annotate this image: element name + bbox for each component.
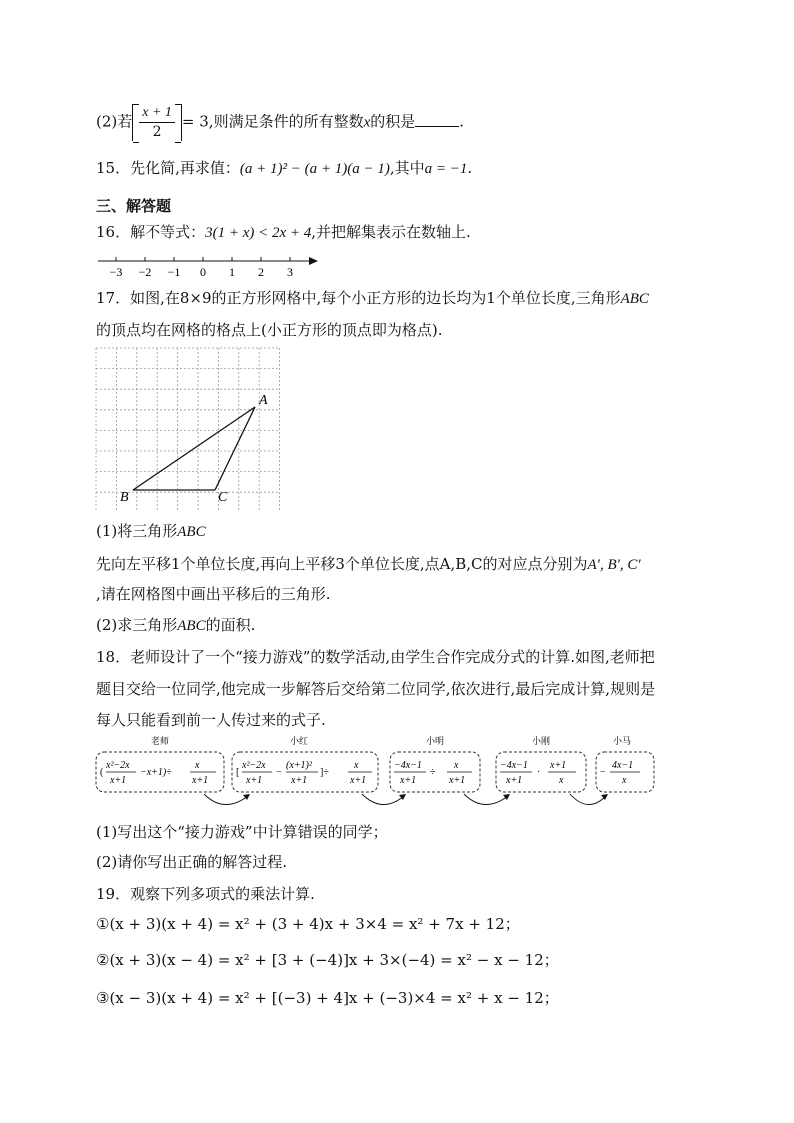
q16-expression: 3(1 + x) < 2x + 4: [205, 225, 312, 241]
number-line-tick-label: 2: [258, 265, 264, 279]
relay-name-xiaoma: 小马: [612, 737, 632, 747]
q17-part2-text: (2)求三角形: [96, 616, 178, 634]
vertex-label-b: B: [120, 490, 129, 505]
svg-text:−: −: [600, 767, 606, 778]
svg-text:−: −: [276, 767, 282, 778]
q18-line3: 每人只能看到前一人传过来的式子.: [96, 711, 326, 729]
svg-text:x+1: x+1: [550, 760, 567, 771]
q17-part1-text: (1)将三角形: [96, 522, 178, 540]
q14-var: x: [363, 114, 371, 131]
number-line-tick-label: 3: [287, 265, 293, 279]
svg-text:−x+1)÷: −x+1)÷: [140, 767, 172, 778]
number-line-tick-label: −1: [167, 265, 181, 279]
relay-arrow-1: [204, 794, 248, 805]
q14-suffix: = 3,则满足条件的所有整数: [181, 112, 364, 131]
q15: [96, 158, 472, 179]
svg-text:4x−1: 4x−1: [612, 760, 634, 771]
svg-text:x: x: [195, 760, 200, 771]
svg-text:x: x: [622, 775, 627, 786]
q18-line2: 题目交给一位同学,他完成一步解答后交给第二位同学,依次进行,最后完成计算,规则是: [96, 680, 656, 698]
number-line-arrow: [309, 257, 318, 265]
number-line: [96, 252, 326, 282]
q15-cond-prefix: ,其中: [389, 159, 425, 177]
q17-line2: 的顶点均在网格的格点上(小正方形的顶点即为格点).: [96, 321, 443, 339]
q19-item-3: ③(x − 3)(x + 4) = x² + [(−3) + 4]x + (−3)×4 = x² + x − 12；: [96, 989, 559, 1007]
side-ca: [215, 407, 255, 490]
svg-text:x+1: x+1: [506, 775, 523, 786]
grid-figure: [94, 346, 284, 512]
q17-text-1: 17．如图,在8×9的正方形网格中,每个小正方形的边长均为1个单位长度,三角形: [96, 289, 621, 307]
answer-blank[interactable]: [415, 112, 459, 127]
number-line-tick-label: −2: [138, 265, 152, 279]
q17-part1-title: [96, 521, 206, 542]
q14-suffix2: 的积是: [370, 112, 416, 131]
q17-part2-var: ABC: [177, 618, 206, 634]
floor-fraction: [132, 104, 182, 141]
relay-arrow-3: [464, 794, 508, 805]
relay-expr-xiaogang: [500, 760, 576, 786]
q17-part2: [96, 615, 255, 636]
q17-part1-text-2: 先向左平移1个单位长度,再向上平移3个单位长度,点A,B,C的对应点分别为: [96, 555, 588, 573]
svg-text:x: x: [559, 775, 564, 786]
q19-item-1: ①(x + 3)(x + 4) = x² + (3 + 4)x + 3×4 = x² + 7x + 12；: [96, 915, 520, 933]
relay-expr-xiaoming: [394, 760, 472, 786]
svg-text:x+1: x+1: [449, 775, 466, 786]
q16: [96, 222, 471, 243]
number-line-tick-label: 0: [200, 265, 206, 279]
number-line-tick-label: −3: [109, 265, 123, 279]
svg-text:[: [: [236, 767, 240, 778]
relay-name-xiaogang: 小刚: [531, 737, 551, 747]
relay-name-xiaohong: 小红: [289, 737, 309, 747]
svg-text:x+1: x+1: [246, 775, 263, 786]
fraction-denominator: 2: [152, 124, 162, 140]
svg-text:−4x−1: −4x−1: [500, 760, 528, 771]
svg-text:x+1: x+1: [400, 775, 417, 786]
svg-text:x+1: x+1: [291, 775, 308, 786]
q17-part1-line3: ,请在网格图中画出平移后的三角形.: [96, 585, 331, 603]
svg-text:x²−2x: x²−2x: [106, 760, 130, 771]
q14-part2: [96, 104, 464, 141]
relay-expr-teacher: [100, 760, 216, 786]
svg-text:x: x: [354, 760, 359, 771]
q14-end: .: [459, 112, 465, 131]
vertex-label-a: A: [259, 393, 268, 408]
q19-title: 19．观察下列多项式的乘法计算.: [96, 885, 315, 903]
svg-text:]÷: ]÷: [320, 767, 329, 778]
section-heading: 三、解答题: [96, 197, 172, 215]
vertex-label-c: C: [218, 490, 228, 505]
q17-var-1: ABC: [620, 291, 649, 307]
q17-primes: A′, B′, C′: [587, 557, 641, 573]
side-ba: [133, 407, 255, 490]
relay-arrow-4: [570, 794, 606, 805]
relay-expr-xiaoma: [600, 760, 640, 786]
q17-part1-var: ABC: [177, 524, 206, 540]
svg-text:x: x: [454, 760, 459, 771]
fraction-numerator: x + 1: [139, 104, 175, 123]
q17-line1: [96, 288, 649, 309]
svg-text:·: ·: [537, 767, 541, 778]
svg-text:(: (: [100, 767, 104, 778]
q15-end: .: [467, 159, 473, 177]
relay-arrow-2: [362, 794, 404, 805]
svg-text:x+1: x+1: [350, 775, 367, 786]
svg-text:(x+1)²: (x+1)²: [286, 760, 312, 771]
q18-part1: (1)写出这个“接力游戏”中计算错误的同学；: [96, 823, 388, 841]
relay-diagram: [92, 732, 662, 814]
q15-text: 15．先化简,再求值：: [96, 159, 240, 177]
q14-prefix: (2)若: [96, 112, 133, 131]
q18-line1: 18．老师设计了一个“接力游戏”的数学活动,由学生合作完成分式的计算.如图,老师把: [96, 648, 655, 666]
svg-text:−4x−1: −4x−1: [394, 760, 422, 771]
svg-text:x+1: x+1: [192, 775, 209, 786]
q16-tail: ,并把解集表示在数轴上.: [311, 223, 471, 241]
relay-name-teacher: 老师: [150, 737, 170, 747]
svg-text:÷: ÷: [430, 767, 436, 778]
q15-condition: a = −1: [424, 161, 468, 177]
q16-text: 16．解不等式：: [96, 223, 206, 241]
q15-expression: (a + 1)² − (a + 1)(a − 1): [239, 161, 390, 177]
svg-text:x²−2x: x²−2x: [242, 760, 266, 771]
q18-part2: (2)请你写出正确的解答过程.: [96, 853, 288, 871]
q17-part1-line2: [96, 554, 641, 575]
svg-text:x+1: x+1: [110, 775, 127, 786]
q17-part2-tail: 的面积.: [205, 616, 256, 634]
q19-item-2: ②(x + 3)(x − 4) = x² + [3 + (−4)]x + 3×(−4) = x² − x − 12；: [96, 951, 559, 969]
relay-expr-xiaohong: [236, 760, 372, 786]
number-line-tick-label: 1: [229, 265, 235, 279]
relay-name-xiaoming: 小明: [425, 737, 445, 747]
